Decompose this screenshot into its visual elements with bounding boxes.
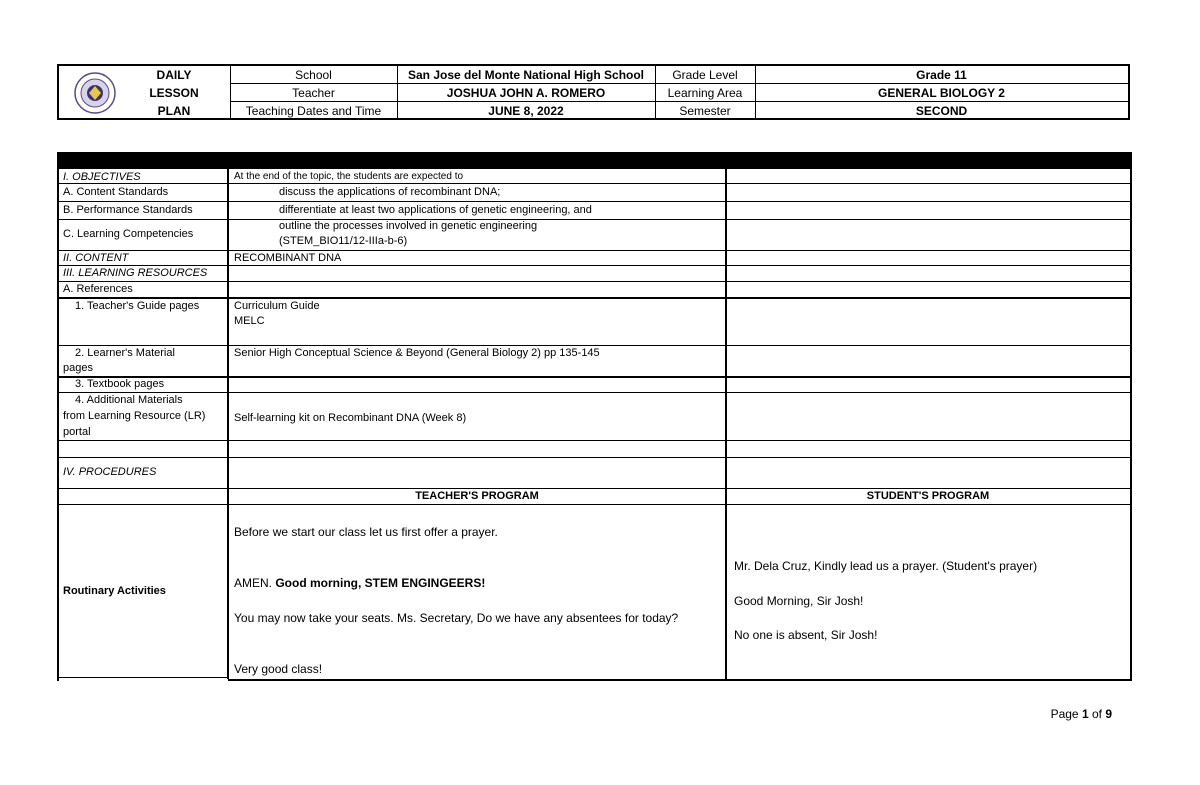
learning-competencies-line-1: outline the processes involved in genetic engineering xyxy=(279,220,538,232)
student-line-absent: No one is absent, Sir Josh! xyxy=(734,628,878,642)
objectives-intro: At the end of the topic, the students are expected to xyxy=(234,171,464,182)
procedures-label: IV. PROCEDURES xyxy=(63,466,157,478)
content-standards-value: discuss the applications of recombinant DNA; xyxy=(279,186,501,198)
objectives-label: I. OBJECTIVES xyxy=(63,171,141,183)
student-line-good-morning: Good Morning, Sir Josh! xyxy=(734,594,864,608)
page-of-label: of xyxy=(1088,707,1106,721)
semester-label: Semester xyxy=(679,104,731,118)
page-total: 9 xyxy=(1105,707,1112,721)
learning-area-label: Learning Area xyxy=(667,86,743,100)
student-program-header: STUDENT'S PROGRAM xyxy=(866,490,990,502)
content-label: II. CONTENT xyxy=(63,252,129,264)
teacher-line-good-morning: Good morning, STEM ENGINGEERS! xyxy=(275,576,486,590)
teacher-line-greeting xyxy=(234,575,485,591)
routinary-activities-label: Routinary Activities xyxy=(63,585,166,597)
teacher-program-header: TEACHER'S PROGRAM xyxy=(415,490,539,502)
additional-materials-line-1: 4. Additional Materials xyxy=(75,394,183,406)
student-line-prayer: Mr. Dela Cruz, Kindly lead us a prayer. (Student's prayer) xyxy=(734,559,1038,573)
teachers-guide-line-2: MELC xyxy=(234,315,265,327)
additional-materials-line-2: from Learning Resource (LR) xyxy=(63,410,206,422)
teachers-guide-line-1: Curriculum Guide xyxy=(234,300,320,312)
learners-material-label-line-2: pages xyxy=(63,362,93,374)
teacher-line-very-good: Very good class! xyxy=(234,662,323,676)
dlp-title-line-1: DAILY xyxy=(156,68,192,82)
learning-area-value: GENERAL BIOLOGY 2 xyxy=(878,86,1005,100)
dlp-title-line-2: LESSON xyxy=(149,86,199,100)
dlp-title-line-3: PLAN xyxy=(157,104,191,118)
references-label: A. References xyxy=(63,283,133,295)
content-standards-label: A. Content Standards xyxy=(63,186,169,198)
teacher-line-amen: AMEN. xyxy=(234,576,276,590)
teacher-line-prayer: Before we start our class let us first offer a prayer. xyxy=(234,525,498,539)
teaching-dates-label: Teaching Dates and Time xyxy=(245,104,382,118)
textbook-pages-label: 3. Textbook pages xyxy=(75,378,165,390)
table-header-bar xyxy=(57,152,1132,169)
additional-materials-value: Self-learning kit on Recombinant DNA (Week 8) xyxy=(234,412,467,424)
learning-resources-label: III. LEARNING RESOURCES xyxy=(63,267,208,279)
page-label: Page xyxy=(1050,707,1082,721)
learning-competencies-line-2: (STEM_BIO11/12-IIIa-b-6) xyxy=(279,235,408,247)
performance-standards-value: differentiate at least two applications of genetic engineering, and xyxy=(279,204,592,216)
content-value: RECOMBINANT DNA xyxy=(234,252,342,264)
header-table xyxy=(57,64,1130,120)
lesson-plan-table xyxy=(57,152,1132,681)
learners-material-value: Senior High Conceptual Science & Beyond (General Biology 2) pp 135-145 xyxy=(234,347,600,359)
school-label: School xyxy=(295,68,332,82)
grade-level-label: Grade Level xyxy=(672,68,738,82)
page-current: 1 xyxy=(1081,707,1089,721)
teachers-guide-label: 1. Teacher's Guide pages xyxy=(75,300,200,312)
deped-seal-icon xyxy=(74,72,116,114)
school-value: San Jose del Monte National High School xyxy=(407,68,645,82)
performance-standards-label: B. Performance Standards xyxy=(63,204,193,216)
teacher-label: Teacher xyxy=(292,86,335,100)
grade-level-value: Grade 11 xyxy=(916,68,967,82)
teacher-value: JOSHUA JOHN A. ROMERO xyxy=(446,86,606,100)
learning-competencies-label: C. Learning Competencies xyxy=(63,228,194,240)
learners-material-label-line-1: 2. Learner's Material xyxy=(75,347,175,359)
page-number xyxy=(1051,707,1112,721)
teaching-dates-value: JUNE 8, 2022 xyxy=(488,104,564,118)
additional-materials-line-3: portal xyxy=(63,426,91,438)
teacher-line-seats: You may now take your seats. Ms. Secretary, Do we have any absentees for today? xyxy=(234,611,679,625)
semester-value: SECOND xyxy=(915,104,968,118)
